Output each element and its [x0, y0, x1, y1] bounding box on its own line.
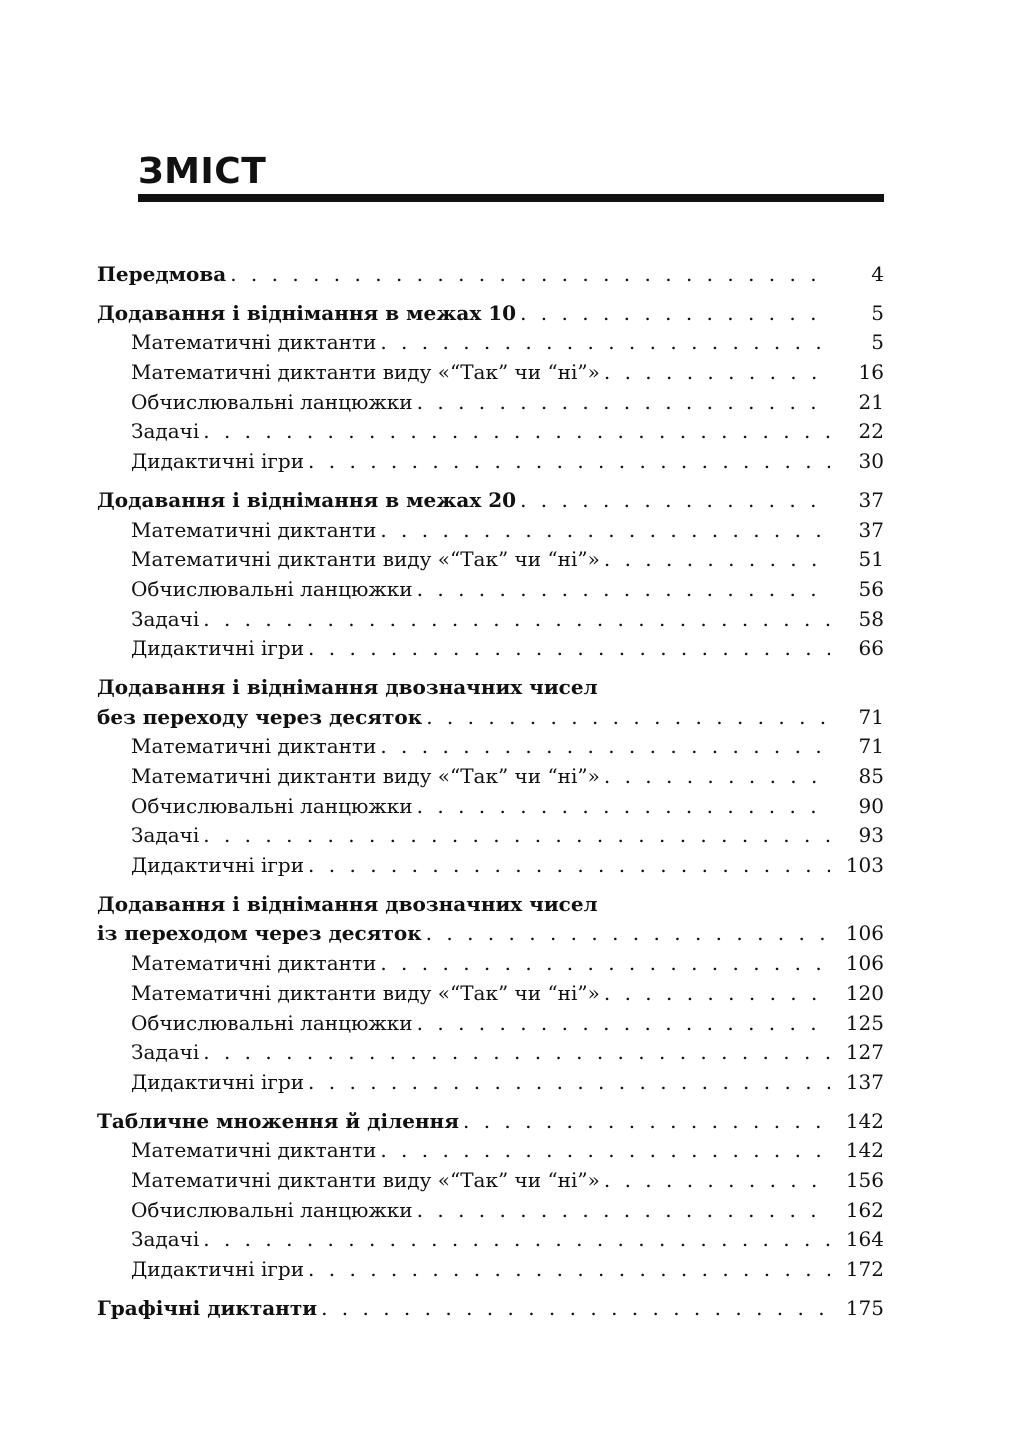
toc-entry-label: Задачі	[131, 1040, 200, 1065]
toc-page-number: 142	[845, 1138, 884, 1163]
dot-leader	[520, 299, 830, 329]
toc-entry-label: Математичні диктанти виду «“Так” чи “ні”»	[131, 1167, 600, 1192]
toc-page-number: 85	[858, 764, 884, 788]
toc-subentry[interactable]	[97, 979, 884, 1009]
toc-subentry[interactable]	[97, 634, 884, 664]
toc-page-number: 5	[871, 330, 884, 355]
dot-leader	[203, 1038, 830, 1068]
toc-subentry[interactable]	[97, 1255, 884, 1285]
dot-leader	[203, 1225, 830, 1255]
toc-section-3	[97, 673, 884, 881]
dot-leader	[604, 979, 830, 1009]
toc-page-number: 21	[858, 389, 884, 414]
toc-entry-label: Математичні диктанти виду «“Так” чи “ні”»	[131, 547, 600, 572]
toc-subentry[interactable]	[97, 1225, 884, 1255]
dot-leader	[380, 516, 830, 546]
toc-page-number: 93	[858, 823, 884, 848]
toc-entry-label: Задачі	[131, 1227, 200, 1252]
dot-leader	[426, 919, 830, 949]
toc-entry-label: Обчислювальні ланцюжки	[131, 1010, 413, 1035]
toc-section-heading[interactable]	[97, 703, 884, 733]
dot-leader	[321, 1294, 830, 1324]
toc-entry[interactable]	[97, 260, 884, 290]
toc-entry-label: Додавання і віднімання в межах 10	[97, 300, 517, 325]
toc-entry[interactable]	[97, 1294, 884, 1324]
toc-entry-label: без переходу через десяток	[97, 704, 423, 729]
dot-leader	[308, 447, 830, 477]
toc-section-heading[interactable]	[97, 299, 884, 329]
dot-leader	[380, 1136, 830, 1166]
toc-page-number: 120	[845, 980, 884, 1005]
toc-page-number: 175	[845, 1295, 884, 1320]
toc-entry-label: Математичні диктанти	[131, 330, 377, 355]
toc-section-heading[interactable]	[97, 486, 884, 516]
toc-entry-label: Дидактичні ігри	[131, 853, 305, 878]
toc-entry-label: Обчислювальні ланцюжки	[131, 793, 413, 818]
toc-page-number: 16	[858, 360, 884, 385]
toc-page-number: 103	[845, 853, 884, 878]
dot-leader	[380, 732, 830, 762]
page-title: ЗМІСТ	[138, 151, 267, 192]
toc-page-number: 106	[845, 951, 884, 976]
toc-page-number: 30	[858, 449, 884, 474]
toc-subentry[interactable]	[97, 792, 884, 822]
dot-leader	[604, 1166, 830, 1196]
toc-page-number: 37	[858, 517, 884, 542]
toc-entry-label: із переходом через десяток	[97, 921, 422, 946]
toc-page-number: 164	[845, 1227, 884, 1252]
toc-subentry[interactable]	[97, 732, 884, 762]
toc-subentry[interactable]	[97, 545, 884, 575]
toc-entry-label: Дидактичні ігри	[131, 636, 305, 661]
toc-section-2	[97, 486, 884, 664]
toc-page-number: 5	[871, 300, 884, 325]
dot-leader	[203, 605, 830, 635]
dot-leader	[520, 486, 830, 516]
toc-entry-label: Задачі	[131, 606, 200, 631]
toc-page-number: 172	[845, 1257, 884, 1281]
dot-leader	[417, 575, 830, 605]
dot-leader	[203, 821, 830, 851]
toc-page-number: 58	[858, 606, 884, 631]
toc-section-heading[interactable]	[97, 1107, 884, 1137]
toc-entry-label: Математичні диктанти виду «“Так” чи “ні”»	[131, 980, 600, 1005]
toc-subentry[interactable]	[97, 328, 884, 358]
dot-leader	[604, 358, 830, 388]
dot-leader	[463, 1107, 830, 1137]
toc-entry-label: Математичні диктанти виду «“Так” чи “ні”»	[131, 360, 600, 385]
toc-subentry[interactable]	[97, 851, 884, 881]
toc-entry-label: Дидактичні ігри	[131, 1257, 305, 1281]
toc-entry-label: Математичні диктанти	[131, 951, 377, 976]
toc-entry-label: Табличне множення й ділення	[97, 1108, 459, 1133]
toc-entry-label: Додавання і віднімання в межах 20	[97, 487, 517, 512]
toc-page-number: 162	[845, 1197, 884, 1222]
table-of-contents	[97, 260, 884, 1332]
toc-entry-label: Математичні диктанти	[131, 517, 377, 542]
toc-subentry[interactable]	[97, 605, 884, 635]
toc-subentry[interactable]	[97, 516, 884, 546]
toc-entry-label: Задачі	[131, 419, 200, 444]
toc-page-number: 125	[845, 1010, 884, 1035]
toc-page-number: 71	[858, 704, 884, 729]
toc-section-5	[97, 1107, 884, 1285]
toc-section-heading-line1[interactable]: Додавання і віднімання двозначних чисел	[97, 674, 598, 699]
dot-leader	[203, 417, 830, 447]
toc-page-number: 106	[845, 921, 884, 946]
toc-section-4	[97, 890, 884, 1098]
toc-subentry[interactable]	[97, 1009, 884, 1039]
dot-leader	[417, 792, 830, 822]
toc-section-heading-line1[interactable]: Додавання і віднімання двозначних чисел	[97, 891, 598, 916]
dot-leader	[308, 634, 830, 664]
toc-entry-label: Обчислювальні ланцюжки	[131, 576, 413, 601]
dot-leader	[308, 851, 830, 881]
toc-page-number: 156	[845, 1167, 884, 1192]
toc-entry-label: Графічні диктанти	[97, 1295, 318, 1320]
toc-entry-label: Дидактичні ігри	[131, 449, 305, 474]
toc-subentry[interactable]	[97, 447, 884, 477]
dot-leader	[417, 1196, 830, 1226]
toc-subentry[interactable]	[97, 358, 884, 388]
toc-section-heading[interactable]	[97, 919, 884, 949]
toc-subentry[interactable]	[97, 1166, 884, 1196]
toc-subentry[interactable]	[97, 762, 884, 792]
toc-entry-label: Дидактичні ігри	[131, 1069, 305, 1094]
title-rule	[138, 194, 884, 202]
toc-page-number: 90	[858, 793, 884, 818]
toc-entry-label: Математичні диктанти	[131, 1138, 377, 1163]
toc-entry-label: Передмова	[97, 262, 227, 286]
toc-page-number: 142	[845, 1108, 884, 1133]
toc-page-number: 66	[858, 636, 884, 661]
toc-page-number: 137	[845, 1069, 884, 1094]
dot-leader	[417, 388, 830, 418]
toc-page-number: 56	[858, 576, 884, 601]
toc-subentry[interactable]	[97, 388, 884, 418]
dot-leader	[426, 703, 830, 733]
toc-subentry[interactable]	[97, 1136, 884, 1166]
toc-entry-label: Задачі	[131, 823, 200, 848]
toc-subentry[interactable]	[97, 821, 884, 851]
dot-leader	[604, 545, 830, 575]
toc-section-final	[97, 1294, 884, 1324]
toc-section-1	[97, 299, 884, 477]
dot-leader	[308, 1068, 830, 1098]
toc-subentry[interactable]	[97, 417, 884, 447]
dot-leader	[380, 328, 830, 358]
dot-leader	[380, 949, 830, 979]
toc-entry-label: Математичні диктанти	[131, 734, 377, 759]
dot-leader	[417, 1009, 830, 1039]
toc-page-number: 51	[858, 547, 884, 572]
dot-leader	[230, 260, 830, 290]
toc-entry-label: Обчислювальні ланцюжки	[131, 1197, 413, 1222]
toc-section-intro	[97, 260, 884, 290]
toc-entry-label: Математичні диктанти виду «“Так” чи “ні”»	[131, 764, 600, 788]
toc-page-number: 22	[858, 419, 884, 444]
toc-page-number: 71	[858, 734, 884, 759]
toc-subentry[interactable]	[97, 1068, 884, 1098]
dot-leader	[604, 762, 830, 792]
toc-page-number: 4	[871, 262, 884, 286]
toc-subentry[interactable]	[97, 575, 884, 605]
toc-entry-label: Обчислювальні ланцюжки	[131, 389, 413, 414]
toc-page-number: 37	[858, 487, 884, 512]
toc-subentry[interactable]	[97, 1196, 884, 1226]
toc-subentry[interactable]	[97, 949, 884, 979]
dot-leader	[308, 1255, 830, 1285]
toc-subentry[interactable]	[97, 1038, 884, 1068]
toc-page-number: 127	[845, 1040, 884, 1065]
